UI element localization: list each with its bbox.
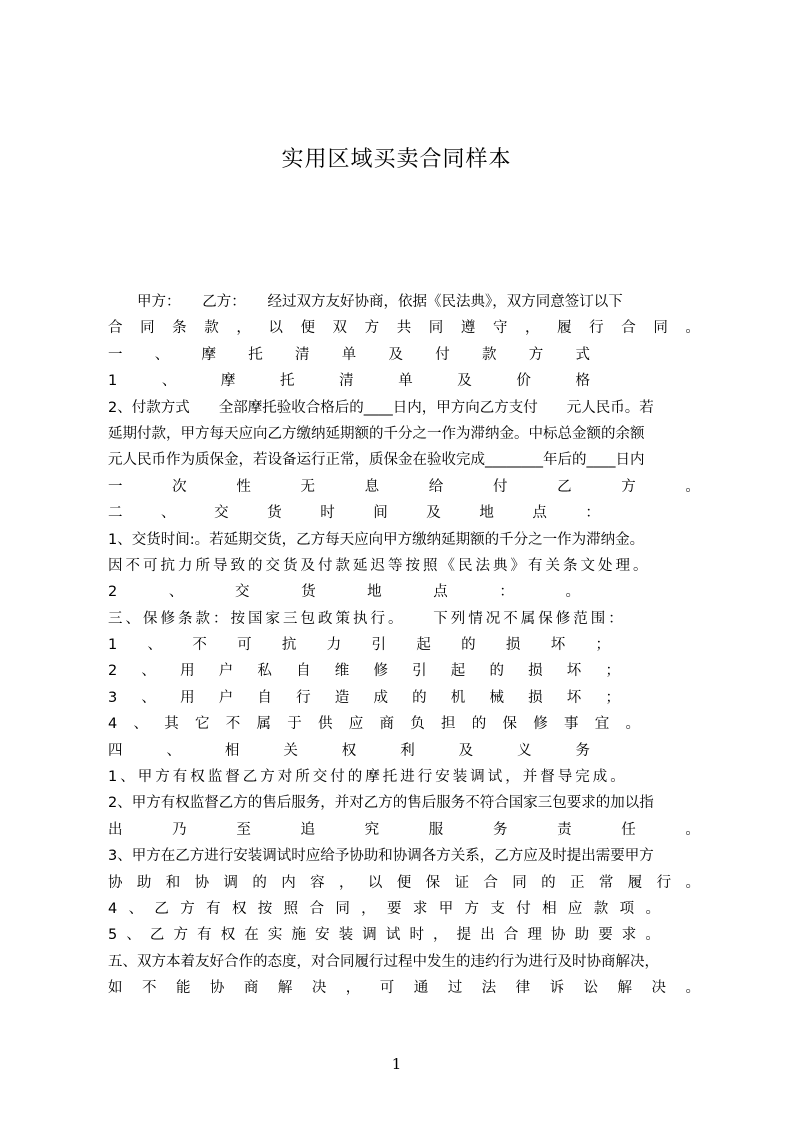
text-line: 出 乃 至 追 究 服 务 责 任 。 [108,821,700,838]
text-line: 合 同 条 款 ， 以 便 双 方 共 同 遵 守 ， 履 行 合 同 。 [108,320,700,337]
text-line: 协 助 和 协 调 的 内 容 ， 以 便 保 证 合 同 的 正 常 履 行 。 [108,874,700,891]
text-line: 二 、 交 货 时 间 及 地 点 ： [108,505,600,522]
document-body [108,289,700,1002]
text-line: 三、保修条款：按国家三包政策执行。 下列情况不属保修范围： [108,610,626,627]
text-line: 一 、 摩 托 清 单 及 付 款 方 式 [108,346,590,363]
page-number: 1 [391,1055,402,1073]
text-line: 因不可抗力所导致的交货及付款延迟等按照《民法典》有关条文处理。 [108,557,651,574]
text-line: 五、双方本着友好合作的态度，对合同履行过程中发生的违约行为进行及时协商解决， [108,953,659,970]
text-line: 4 、 其 它 不 属 于 供 应 商 负 担 的 保 修 事 宜 。 [108,716,640,733]
text-line: 3 、 用 户 自 行 造 成 的 机 械 损 坏 ； [108,689,620,706]
text-line: 1、交货时间:。若延期交货，乙方每天应向甲方缴纳延期额的千分之一作为滞纳金。 [108,531,645,548]
text-line: 一 次 性 无 息 给 付 乙 方 。 [108,478,700,495]
text-line: 1 、 不 可 抗 力 引 起 的 损 坏 ； [108,637,610,654]
document-title: 实用区域买卖合同样本 [281,147,512,172]
text-line: 元人民币作为质保金，若设备运行正常，质保金在验收完成________年后的____日内 [108,452,645,469]
text-line: 4 、 乙 方 有 权 按 照 合 同 ， 要 求 甲 方 支 付 相 应 款 项 。 [108,900,660,917]
text-line: 2 、 交 货 地 点 ： 。 [108,584,580,601]
text-line: 如 不 能 协 商 解 决 ， 可 通 过 法 律 诉 讼 解 决 。 [108,980,700,997]
text-line: 1、甲方有权监督乙方对所交付的摩托进行安装调试，并督导完成。 [108,769,628,786]
text-line: 甲方： 乙方： 经过双方友好协商，依据《民法典》，双方同意签订以下 [108,294,623,310]
text-line: 2、甲方有权监督乙方的售后服务，并对乙方的售后服务不符合国家三包要求的加以指 [108,795,654,812]
text-line: 5 、 乙 方 有 权 在 实 施 安 装 调 试 时 ， 提 出 合 理 协 助 要 求 。 [108,927,660,944]
text-line: 3、甲方在乙方进行安装调试时应给予协助和协调各方关系，乙方应及时提出需要甲方 [108,848,654,865]
text-line: 四 、 相 关 权 利 及 义 务 [108,742,590,759]
text-line: 1 、 摩 托 清 单 及 价 格 [108,373,590,390]
text-line: 2、付款方式 全部摩托验收合格后的____日内，甲方向乙方支付 元人民币。若 [108,399,654,416]
text-line: 2 、 用 户 私 自 维 修 引 起 的 损 坏 ； [108,663,620,680]
text-line: 延期付款，甲方每天应向乙方缴纳延期额的千分之一作为滞纳金。中标总金额的余额 [108,425,645,442]
